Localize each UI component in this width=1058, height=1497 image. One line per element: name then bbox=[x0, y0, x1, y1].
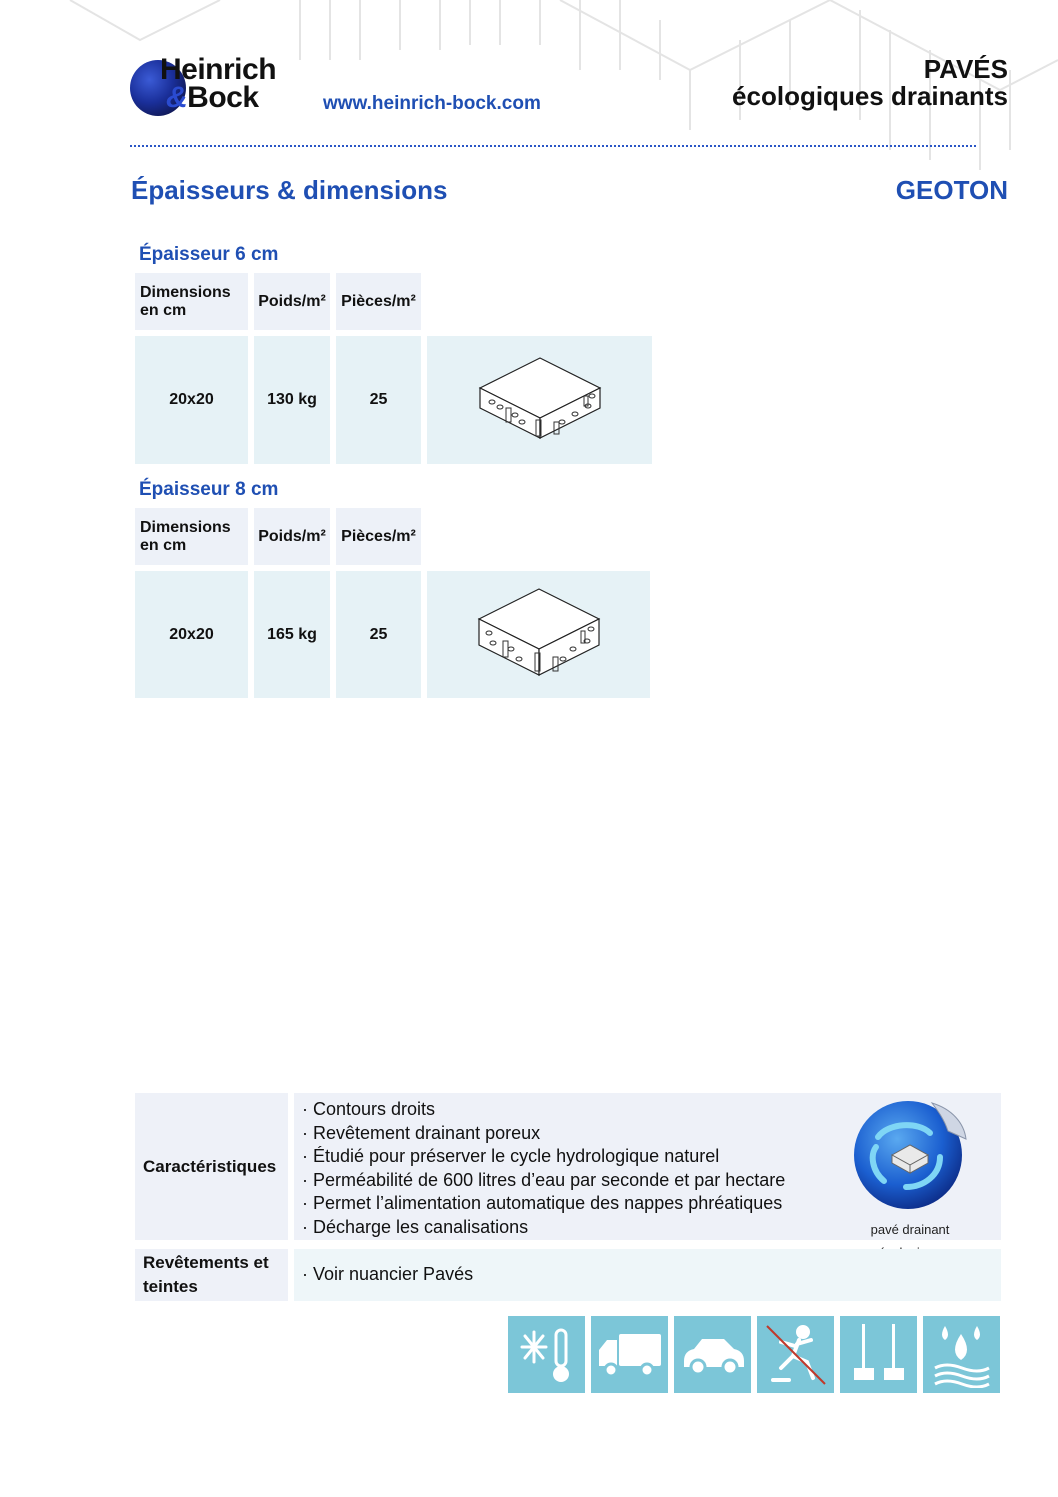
paver-block-6cm-icon bbox=[427, 336, 652, 464]
value-dimensions: 20x20 bbox=[135, 336, 248, 464]
finishes-row bbox=[135, 1249, 1001, 1301]
value-weight: 165 kg bbox=[254, 571, 330, 698]
header-dimensions: Dimensions en cm bbox=[135, 508, 248, 565]
characteristic-item: · Décharge les canalisations bbox=[302, 1216, 529, 1237]
characteristic-item: · Permet l’alimentation automatique des nappes phréatiques bbox=[302, 1193, 783, 1213]
characteristic-item: · Perméabilité de 600 litres d’eau par seconde et par hectare bbox=[302, 1169, 786, 1190]
finishes-text: · Voir nuancier Pavés bbox=[294, 1249, 1001, 1301]
thickness-6cm-title: Épaisseur 6 cm bbox=[139, 244, 279, 265]
value-dimensions: 20x20 bbox=[135, 571, 248, 698]
logo-ampersand: & bbox=[166, 81, 188, 114]
product-name: GEOTON bbox=[895, 175, 1008, 205]
car-traffic-icon bbox=[674, 1316, 751, 1393]
logo-line1: Heinrich bbox=[160, 53, 277, 86]
website-link[interactable]: www.heinrich-bock.com bbox=[323, 93, 541, 114]
title-line1: PAVÉS bbox=[923, 54, 1008, 84]
characteristic-item: · Contours droits bbox=[302, 1099, 436, 1119]
brand-logo[interactable] bbox=[130, 53, 310, 122]
finishes-label: Revêtements et teintes bbox=[135, 1249, 288, 1301]
truck-traffic-icon bbox=[591, 1316, 668, 1393]
characteristic-item: · Étudié pour préserver le cycle hydrologique naturel bbox=[302, 1146, 720, 1166]
value-pieces: 25 bbox=[336, 336, 421, 464]
title-line2: écologiques drainants bbox=[732, 81, 1008, 111]
frost-resistant-icon bbox=[508, 1316, 585, 1393]
characteristic-item: · Revêtement drainant poreux bbox=[302, 1122, 541, 1143]
value-pieces: 25 bbox=[336, 571, 421, 698]
header-weight: Poids/m² bbox=[254, 273, 330, 330]
thickness-8cm-title: Épaisseur 8 cm bbox=[139, 479, 279, 500]
anti-slip-icon bbox=[757, 1316, 834, 1393]
header-dimensions: Dimensions en cm bbox=[135, 273, 248, 330]
characteristics-body bbox=[294, 1093, 1001, 1240]
paver-block-8cm-icon bbox=[427, 571, 650, 698]
header-pieces: Pièces/m² bbox=[336, 273, 421, 330]
header-weight: Poids/m² bbox=[254, 508, 330, 565]
eco-badge bbox=[845, 1097, 975, 1265]
logo-line2: Bock bbox=[187, 81, 259, 114]
broom-cleaning-icon bbox=[840, 1316, 917, 1393]
header-divider bbox=[130, 145, 976, 147]
pictogram-row bbox=[508, 1316, 1000, 1393]
water-permeable-icon bbox=[923, 1316, 1000, 1393]
section-title: Épaisseurs & dimensions bbox=[131, 175, 448, 205]
eco-paver-recycle-icon bbox=[848, 1097, 972, 1211]
characteristics-row bbox=[135, 1093, 1001, 1240]
document-title bbox=[732, 56, 1008, 110]
value-weight: 130 kg bbox=[254, 336, 330, 464]
characteristics-label: Caractéristiques bbox=[135, 1093, 288, 1240]
eco-badge-caption: pavé drainant bbox=[870, 1221, 950, 1237]
header-pieces: Pièces/m² bbox=[336, 508, 421, 565]
